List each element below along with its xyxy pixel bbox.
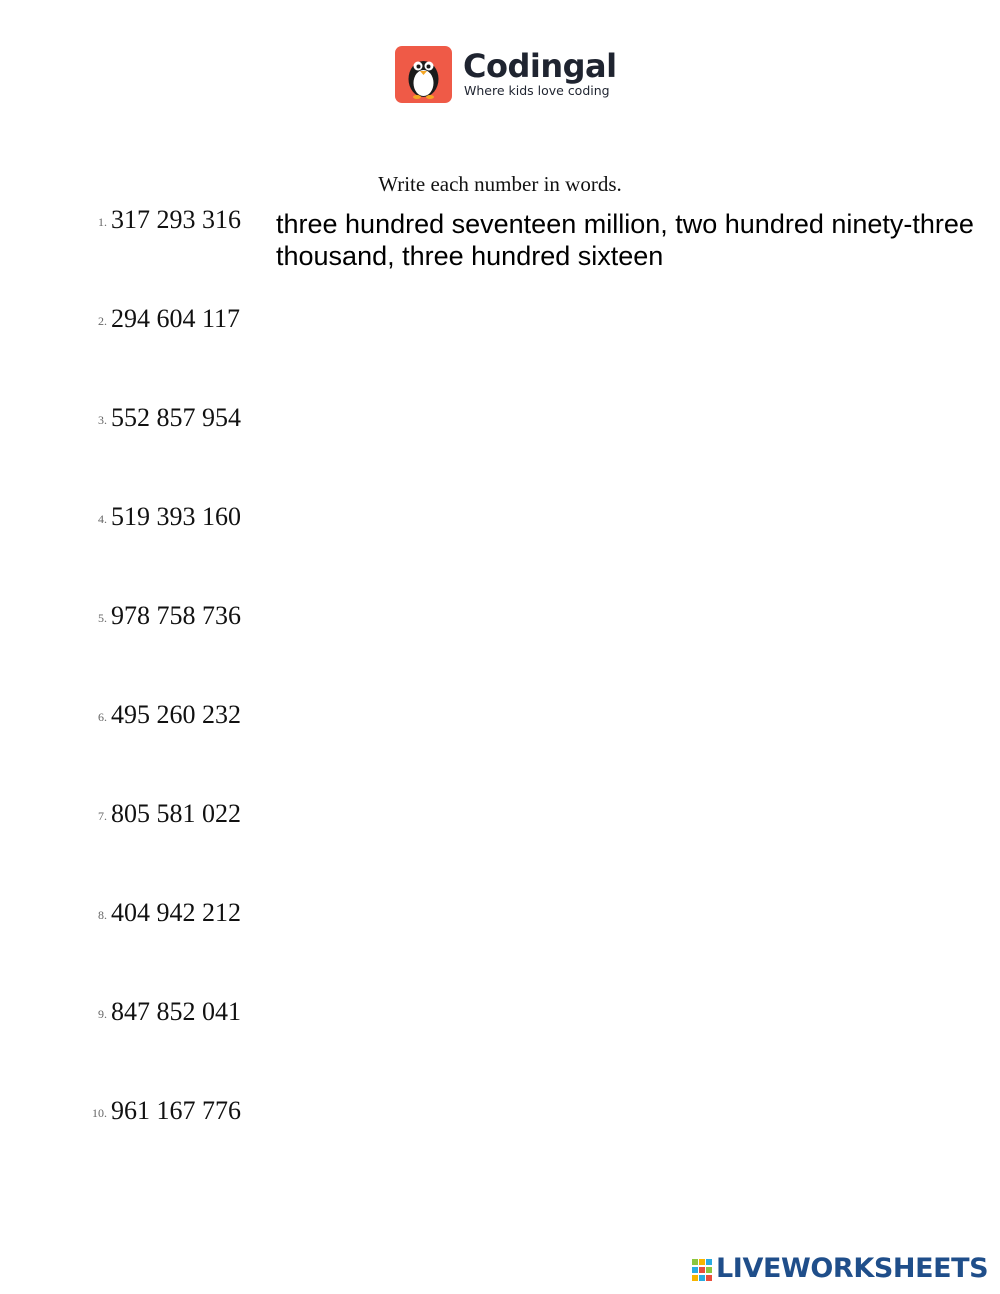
question-number: 6.	[98, 710, 107, 724]
question-number: 2.	[98, 314, 107, 328]
question-value: 519 393 160	[111, 502, 241, 531]
question-number: 5.	[98, 611, 107, 625]
question-row	[0, 700, 1000, 760]
question-value: 495 260 232	[111, 700, 241, 729]
penguin-icon	[395, 46, 452, 103]
question-row	[0, 898, 1000, 958]
question-row	[0, 997, 1000, 1057]
question-number: 1.	[98, 215, 107, 229]
question-value: 317 293 316	[111, 205, 241, 234]
brand-name: Codingal	[463, 47, 617, 85]
question-row	[0, 304, 1000, 364]
liveworksheets-blocks-icon	[692, 1259, 716, 1281]
question-row	[0, 1096, 1000, 1156]
brand-tagline: Where kids love coding	[464, 83, 610, 98]
question-number: 10.	[92, 1106, 107, 1120]
answer-field[interactable]: three hundred seventeen million, two hundred ninety-three thousand, three hundred sixteen	[276, 209, 974, 271]
question-value: 847 852 041	[111, 997, 241, 1026]
question-number: 3.	[98, 413, 107, 427]
question-value: 961 167 776	[111, 1096, 241, 1125]
question-row	[0, 502, 1000, 562]
question-value: 978 758 736	[111, 601, 241, 630]
question-row	[0, 601, 1000, 661]
question-row	[0, 205, 1000, 271]
question-value: 552 857 954	[111, 403, 241, 432]
question-value: 404 942 212	[111, 898, 241, 927]
liveworksheets-logo	[692, 1252, 992, 1286]
liveworksheets-wordmark: LIVEWORKSHEETS	[716, 1253, 989, 1284]
worksheet-instruction: Write each number in words.	[378, 172, 622, 196]
question-number: 7.	[98, 809, 107, 823]
question-number: 4.	[98, 512, 107, 526]
question-row	[0, 403, 1000, 463]
codingal-logo	[395, 46, 615, 104]
question-row	[0, 799, 1000, 859]
question-value: 805 581 022	[111, 799, 241, 828]
question-number: 9.	[98, 1007, 107, 1021]
question-number: 8.	[98, 908, 107, 922]
question-value: 294 604 117	[111, 304, 241, 333]
